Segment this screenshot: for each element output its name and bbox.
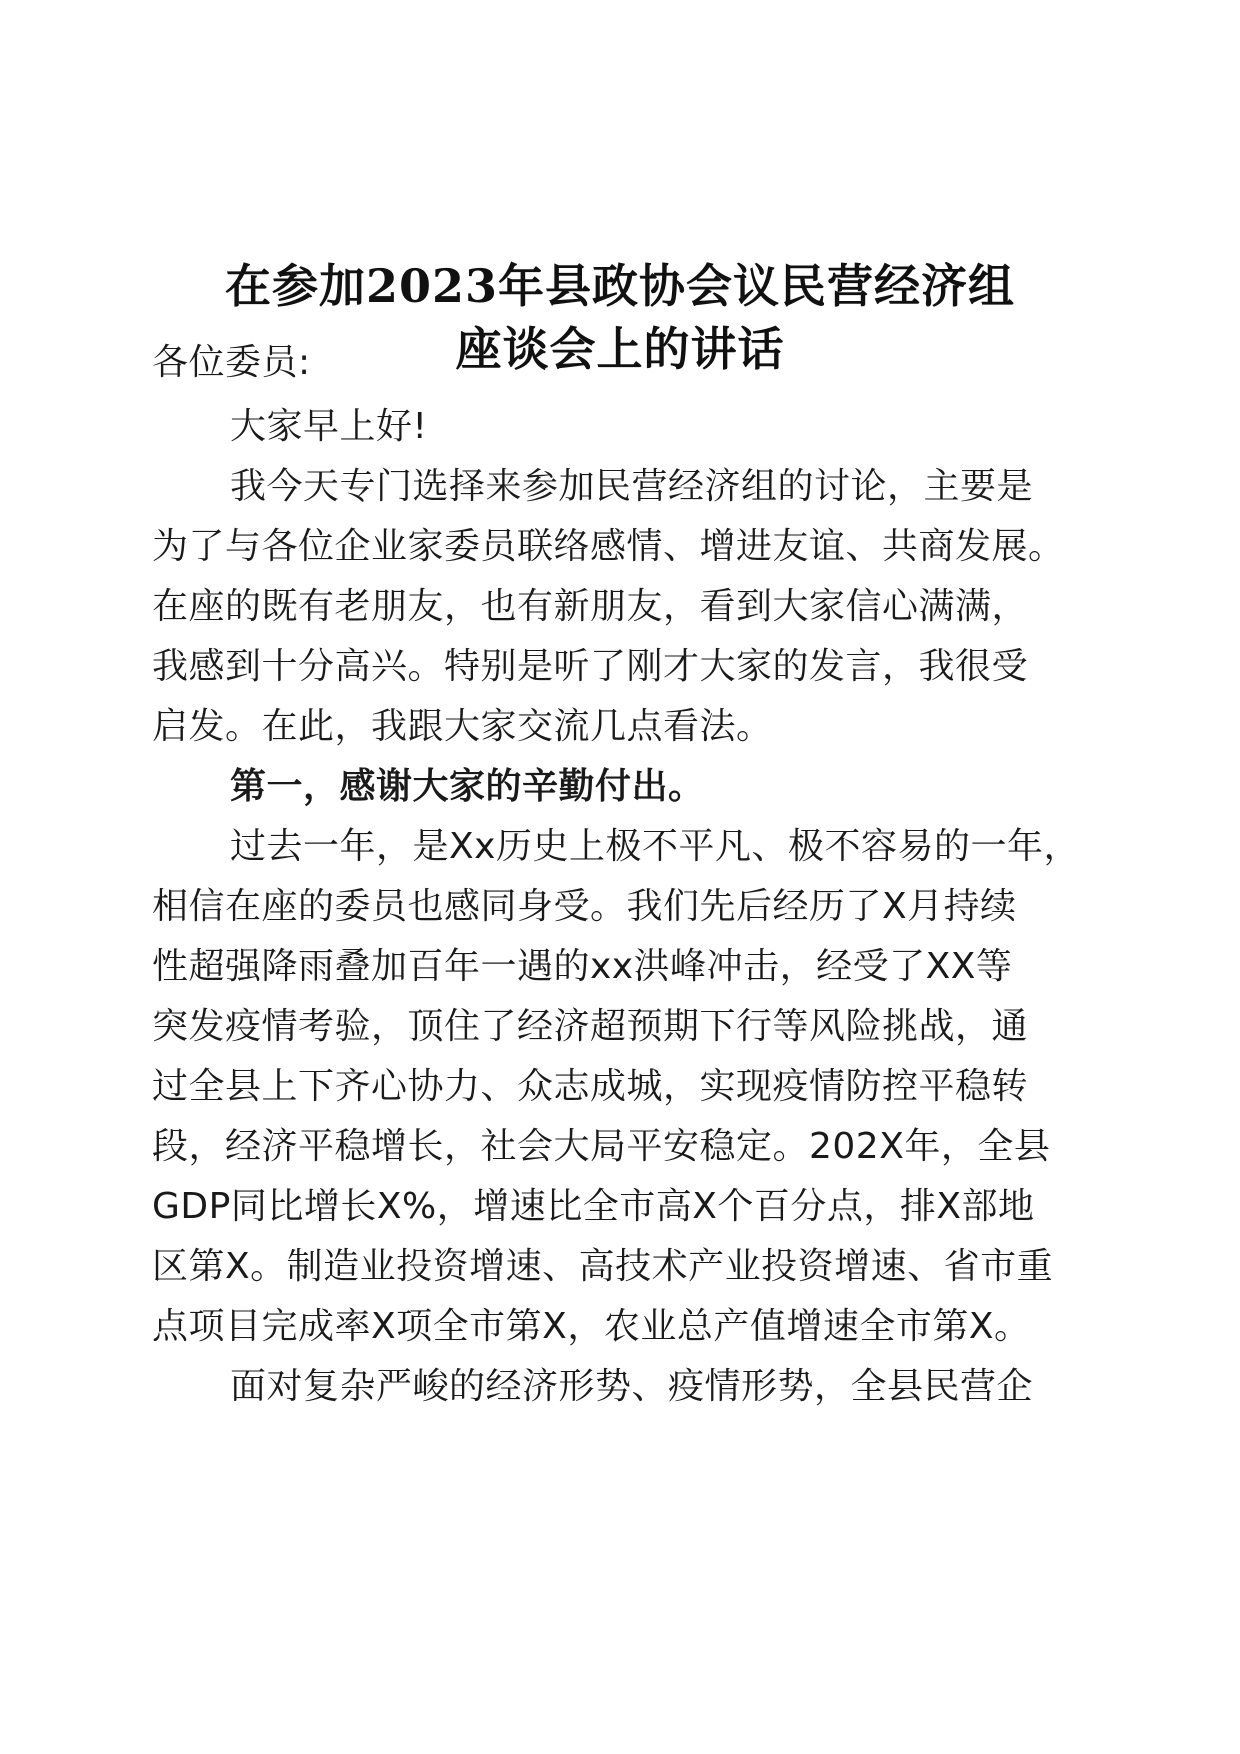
paragraph-1-line: 启发。在此，我跟大家交流几点看法。 [152, 706, 773, 747]
paragraph-2-line: GDP同比增长X%，增速比全市高X个百分点，排X部地 [152, 1186, 1035, 1227]
paragraph-1-line: 为了与各位企业家委员联络感情、增进友谊、共商发展。 [152, 526, 1065, 567]
paragraph-1-line: 在座的既有老朋友，也有新朋友，看到大家信心满满， [152, 586, 1029, 627]
paragraph-2-line: 过去一年，是Xx历史上极不平凡、极不容易的一年， [230, 826, 1080, 867]
paragraph-2-line: 突发疫情考验，顶住了经济超预期下行等风险挑战，通 [152, 1006, 1029, 1047]
greeting: 大家早上好! [230, 406, 428, 447]
paragraph-2-line: 点项目完成率X项全市第X，农业总产值增速全市第X。 [152, 1306, 1031, 1347]
salutation: 各位委员: [152, 342, 311, 383]
paragraph-3-line: 面对复杂严峻的经济形势、疫情形势，全县民营企 [230, 1366, 1034, 1407]
section-1-heading: 第一，感谢大家的辛勤付出。 [230, 766, 705, 807]
document-title-line-1: 在参加2023年县政协会议民营经济组 [224, 259, 1016, 313]
paragraph-2-line: 过全县上下齐心协力、众志成城，实现疫情防控平稳转 [152, 1066, 1029, 1107]
document-title-line-2: 座谈会上的讲话 [455, 322, 785, 376]
paragraph-2-line: 性超强降雨叠加百年一遇的xx洪峰冲击，经受了XX等 [152, 946, 1013, 987]
paragraph-2-line: 区第X。制造业投资增速、高技术产业投资增速、省市重 [152, 1246, 1054, 1287]
paragraph-1-line: 我感到十分高兴。特别是听了刚才大家的发言，我很受 [152, 646, 1029, 687]
paragraph-2-line: 段，经济平稳增长，社会大局平安稳定。202X年，全县 [152, 1126, 1051, 1167]
paragraph-2-line: 相信在座的委员也感同身受。我们先后经历了X月持续 [152, 886, 1017, 927]
paragraph-1-line: 我今天专门选择来参加民营经济组的讨论，主要是 [230, 466, 1034, 507]
